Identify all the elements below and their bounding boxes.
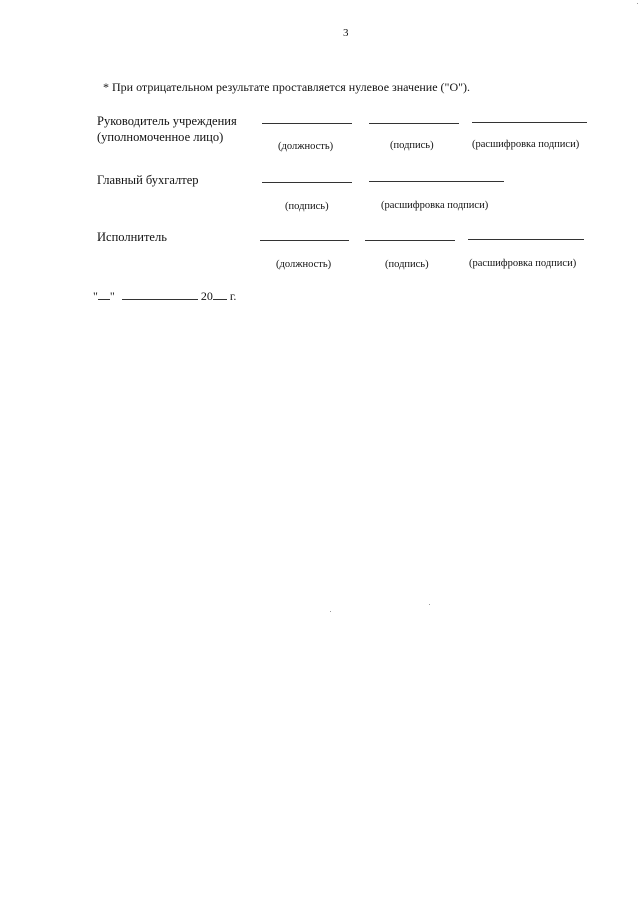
head-signature-caption: (подпись) [390, 140, 434, 151]
head-decoding-line [472, 122, 587, 123]
head-position-line [262, 123, 352, 124]
date-close-quote: " [109, 289, 115, 303]
date-open-quote: " [93, 289, 98, 303]
date-year-prefix: 20 [200, 289, 213, 303]
date-day-blank [98, 288, 110, 300]
scan-speck [330, 611, 331, 612]
scan-speck [429, 604, 430, 605]
head-title-line2: (уполномоченное лицо) [97, 130, 224, 144]
date-line [93, 288, 236, 304]
head-title-line1: Руководитель учреждения [97, 114, 237, 128]
accountant-decoding-caption: (расшифровка подписи) [381, 200, 489, 211]
executor-position-caption: (должность) [276, 259, 332, 270]
executor-decoding-line [468, 239, 584, 240]
page-number: 3 [343, 27, 349, 39]
footnote: * При отрицательном результате проставляется нулевое значение ("О"). [103, 80, 471, 94]
head-decoding-caption: (расшифровка подписи) [472, 139, 580, 150]
accountant-signature-caption: (подпись) [285, 201, 329, 212]
executor-signature-caption: (подпись) [385, 259, 429, 270]
date-year-suffix: г. [229, 289, 237, 303]
head-title [97, 113, 237, 145]
accountant-signature-line [262, 182, 352, 183]
head-signature-line [369, 123, 459, 124]
accountant-title: Главный бухгалтер [97, 173, 199, 187]
executor-decoding-caption: (расшифровка подписи) [469, 258, 577, 269]
executor-signature-line [365, 240, 455, 241]
head-position-caption: (должность) [278, 141, 334, 152]
scan-speck [637, 3, 638, 4]
date-year-blank [213, 288, 227, 300]
executor-position-line [260, 240, 349, 241]
executor-title: Исполнитель [97, 230, 167, 244]
date-month-blank [122, 288, 198, 300]
accountant-decoding-line [369, 181, 504, 182]
